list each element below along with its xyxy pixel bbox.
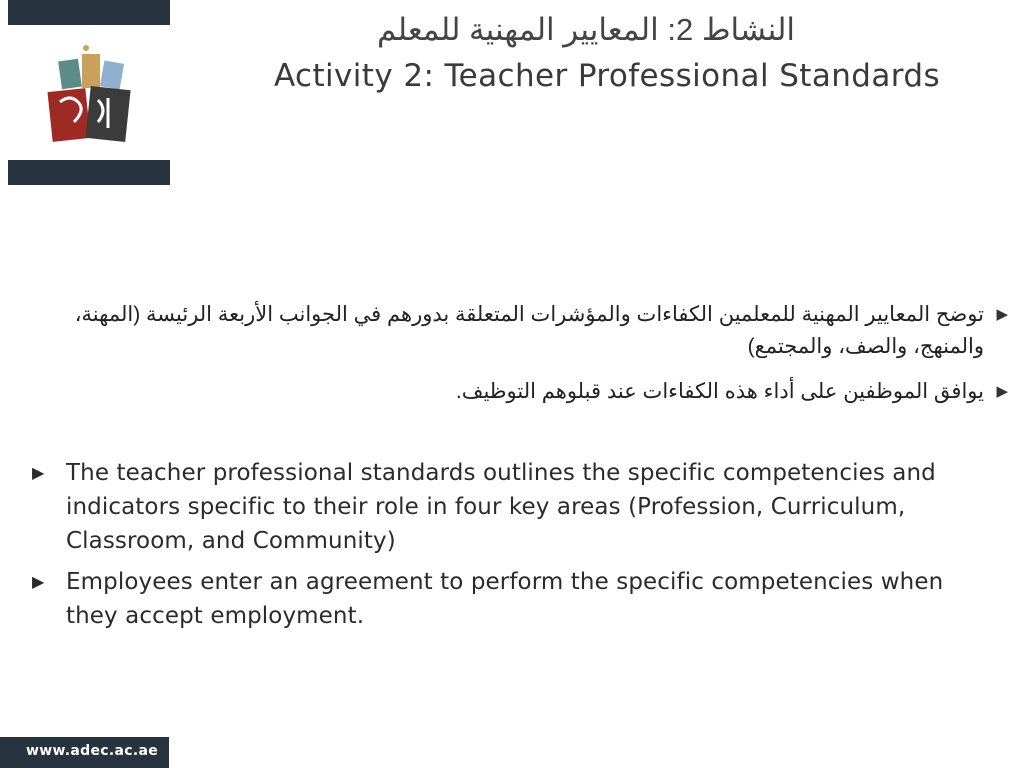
- english-bullet-2: [32, 565, 986, 633]
- footer-url-link[interactable]: www.adec.ac.ae: [26, 743, 159, 759]
- bullet-arrow-icon: ▶: [32, 463, 45, 482]
- bullet-arrow-icon: ▶: [32, 572, 45, 591]
- arabic-bullet-2: [64, 376, 1008, 408]
- header-bar-bottom: [8, 160, 170, 185]
- header-bar-top: [8, 0, 170, 25]
- english-bullet-text: The teacher professional standards outlines the specific competencies and indicators specific to their role in four key areas (Profession, Curriculum, Classroom, and Community): [66, 460, 936, 554]
- bullet-arrow-icon: ▶: [996, 383, 1008, 400]
- bullet-arrow-icon: ▶: [996, 306, 1008, 323]
- arabic-bullet-text: توضح المعايير المهنية للمعلمين الكفاءات والمؤشرات المتعلقة بدورهم في الجوانب الأربعة الرئيسة (المهنة، والمنهج، والصف، والمجتمع): [74, 303, 984, 358]
- page-title-english: Activity 2: Teacher Professional Standards: [273, 58, 940, 94]
- page-title-arabic: النشاط 2: المعايير المهنية للمعلم: [376, 12, 795, 47]
- adec-logo-icon: [46, 40, 134, 144]
- english-bullet-text: Employees enter an agreement to perform the specific competencies when they accept employment.: [66, 569, 944, 629]
- arabic-bullet-text: يوافق الموظفين على أداء هذه الكفاءات عند قبلوهم التوظيف.: [455, 380, 984, 403]
- arabic-bullet-1: [64, 299, 1008, 363]
- english-bullet-1: [32, 456, 986, 558]
